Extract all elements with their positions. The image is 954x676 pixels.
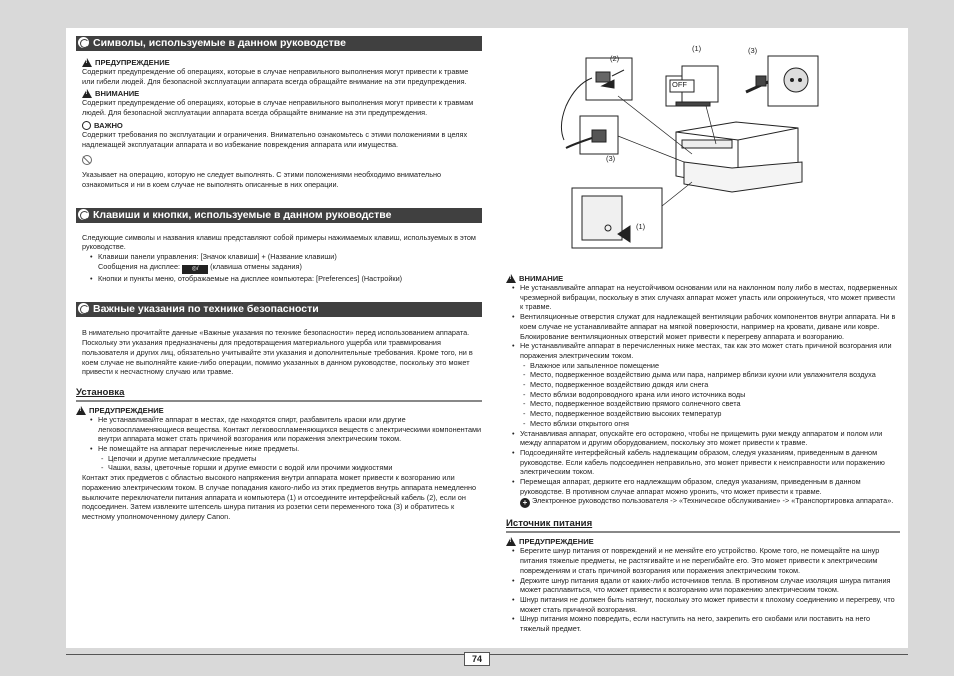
- install-note: Контакт этих предметов с областью высокого напряжения внутри аппарата может привести к возгоранию или поражению электрическим током. В случае попадания какого-либо из этих предметов внутрь аппарата немедленно выключите переключатели питания аппарата и компьютера (1) и отсоедините интерфейсный кабель (2), если он подсоединен. Затем извлеките штепсель шнура питания из розетки сети переменного тока (3) и обратитесь к местному уполномоченному дилеру Canon.: [82, 473, 477, 521]
- right-column: [506, 36, 900, 634]
- prohibited-icon: [82, 155, 92, 165]
- section-bullet-icon: [78, 303, 89, 314]
- list-item: • Подсоединяйте интерфейсный кабель надлежащим образом, следуя указаниям, приведенным в данном руководстве. Если кабель подсоединен неправильно, это может привести к неисправности или поражению электрическим током.: [520, 448, 900, 477]
- section-title: Клавиши и кнопки, используемые в данном руководстве: [93, 208, 392, 221]
- install-warning-label: ! ПРЕДУПРЕЖДЕНИЕ: [76, 406, 482, 415]
- printer-disconnect-figure: [506, 36, 900, 268]
- prohibited-label: [76, 152, 482, 170]
- warning-description: Содержит предупреждение об операциях, которые в случае неправильного выполнения могут привести к травме или гибели людей. Для безопасной эксплуатации аппарата всегда обращайте внимание на эти предупреждения.: [82, 67, 469, 86]
- list-item: • Не устанавливайте аппарат на неустойчивом основании или на наклонном полу либо в местах, подверженных чрезмерной вибрации, поскольку в этих случаях аппарат может упасть или опрокинуться, что может привести к травме.: [520, 283, 900, 312]
- warning-label: ! ПРЕДУПРЕЖДЕНИЕ: [82, 58, 482, 67]
- section-bullet-icon: [78, 37, 89, 48]
- caution-icon: [506, 274, 516, 283]
- sub-list-item: - Чашки, вазы, цветочные горшки и другие емкости с водой или прочими жидкостями: [108, 463, 482, 473]
- power-warning-label: ! ПРЕДУПРЕЖДЕНИЕ: [506, 537, 900, 546]
- sub-list-item: - Место, подверженное воздействию дождя или снега: [530, 380, 900, 390]
- list-item: • Вентиляционные отверстия служат для надлежащей вентиляции рабочих компонентов внутри аппарата. Ни в коем случае не устанавливайте аппарат на мягкой поверхности, например на кровати, диване или ковре. Блокирование вентиляционных отверстий может привести к перегреву аппарата и возгоранию.: [520, 312, 900, 341]
- left-column: [76, 36, 482, 522]
- safety-paragraph-2: Поскольку эти указания предназначены для предотвращения материального ущерба или травмирования пользователя и других лиц, обязательно учитывайте эти указания и дополнительные требования. Кроме того, ни в коем случае не выполняйте какие-либо операции, помимо указанных в данном руководстве, поскольку это может привести к несчастному случаю или травме.: [82, 338, 473, 377]
- install-warning-list: [98, 415, 482, 473]
- list-item: • Устанавливая аппарат, опускайте его осторожно, чтобы не прищемить руки между аппаратом и полом или между аппаратом и другим оборудованием, поскольку это может привести к травме.: [520, 429, 900, 448]
- power-heading: Источник питания: [506, 518, 900, 533]
- important-label: ВАЖНО: [82, 121, 482, 130]
- sub-list: [108, 454, 482, 473]
- section-header-safety: [76, 302, 482, 317]
- list-item: • Не устанавливайте аппарат в перечисленных ниже местах, так как это может стать причиной возгорания или поражения электрическим током. - Влажное или запыленное помещение - Место, подверженное воздействию дыма или пара, например вблизи кухни или увлажнителя воздуха - Место, подверженное воздействию дождя или снега - Место вблизи водопроводного крана или иного источника воды - Место, подверженное воздействию прямого солнечного света - Место, подверженное воздействию высоких температур - Место вблизи открытого огня: [520, 341, 900, 428]
- reference-icon: +: [520, 498, 530, 508]
- sub-list-item: - Влажное или запыленное помещение: [530, 361, 900, 371]
- sub-list-item: - Место вблизи водопроводного крана или иного источника воды: [530, 390, 900, 400]
- warning-icon: [506, 537, 516, 546]
- caution-icon: [82, 89, 92, 98]
- sub-list-item: - Место, подверженное воздействию дыма или пара, например вблизи кухни или увлажнителя воздуха: [530, 370, 900, 380]
- list-item: • Шнур питания можно повредить, если наступить на него, закрепить его скобами или поставить на него тяжелый предмет.: [520, 614, 900, 633]
- warning-icon: [82, 58, 92, 67]
- keys-list: [98, 252, 482, 283]
- section-header-symbols: [76, 36, 482, 51]
- warning-icon: [76, 406, 86, 415]
- display-cancel-icon: ◎/: [182, 265, 208, 274]
- power-warning-list: [520, 546, 900, 633]
- list-item: • Не устанавливайте аппарат в местах, где находятся спирт, разбавитель краски или другие легковоспламеняющиеся вещества. Контакт легковоспламеняющихся веществ с электрическими компонентами внутри аппарата может стать причиной возгорания или поражения электрическим током.: [98, 415, 482, 444]
- manual-reference: Электронное руководство пользователя -> «Техническое обслуживание» -> «Транспортировка аппарата».: [532, 496, 894, 506]
- list-item: • Не помещайте на аппарат перечисленные ниже предметы. - Цепочки и другие металлические предметы - Чашки, вазы, цветочные горшки и другие емкости с водой или прочими жидкостями: [98, 444, 482, 473]
- list-item: • Берегите шнур питания от повреждений и не меняйте его устройство. Кроме того, не помещайте на шнур питания тяжелые предметы, не растягивайте и не перегибайте его. Это может привести к электрическим повреждениям и стать причиной возгорания или поражения электрическим током.: [520, 546, 900, 575]
- sub-list-item: - Место, подверженное воздействию прямого солнечного света: [530, 399, 900, 409]
- callout-label: (3): [606, 154, 616, 163]
- list-item: • Шнур питания не должен быть натянут, поскольку это может привести к плохому соединению и перегреву, что может стать причиной возгорания.: [520, 595, 900, 614]
- prohibited-description: Указывает на операцию, которую не следует выполнять. С этими положениями необходимо внимательно ознакомиться и ни в коем случае не выполнять описанные в них операции.: [82, 170, 442, 189]
- caution-label: ! ВНИМАНИЕ: [506, 274, 900, 283]
- callout-label: (1): [692, 44, 702, 53]
- sub-list: [530, 361, 900, 429]
- list-item: • Кнопки и пункты меню, отображаемые на дисплее компьютера: [Preferences] (Настройки): [98, 274, 482, 284]
- list-item: • Держите шнур питания вдали от каких-либо источников тепла. В противном случае изоляция шнура питания может расплавиться, что может привести к возгоранию или поражению электрическим током.: [520, 576, 900, 595]
- off-switch-label: OFF: [672, 80, 687, 89]
- sub-list-item: - Место вблизи открытого огня: [530, 419, 900, 429]
- section-title: Важные указания по технике безопасности: [93, 303, 319, 316]
- callout-label: (3): [748, 46, 758, 55]
- page-number: 74: [464, 652, 490, 666]
- important-icon: [82, 121, 91, 130]
- caution-label: ! ВНИМАНИЕ: [82, 89, 482, 98]
- section-bullet-icon: [78, 209, 89, 220]
- important-description: Содержит требования по эксплуатации и ограничения. Внимательно ознакомьтесь с этими положениями в целях надлежащей эксплуатации аппарата и во избежание повреждения аппарата или имущества.: [82, 129, 468, 149]
- sub-list-item: - Цепочки и другие металлические предметы: [108, 454, 482, 464]
- caution-list: [520, 283, 900, 508]
- callout-label: (1): [636, 222, 646, 231]
- list-item: • Клавиши панели управления: [Значок клавиши] + (Название клавиши) Сообщения на дисплее: ◎/ (клавиша отмены задания): [98, 252, 482, 274]
- keys-intro: Следующие символы и названия клавиш представляют собой примеры нажимаемых клавиш, используемых в этом руководстве.: [82, 232, 476, 252]
- safety-paragraph-1: В нимательно прочитайте данные «Важные указания по технике безопасности» перед использованием аппарата.: [82, 328, 470, 338]
- callout-label: (2): [610, 54, 620, 63]
- section-header-keys: [76, 208, 482, 223]
- sub-list-item: - Место, подверженное воздействию высоких температур: [530, 409, 900, 419]
- install-heading: Установка: [76, 387, 482, 402]
- caution-description: Содержит предупреждение об операциях, которые в случае неправильного выполнения могут привести к травмам людей. Для безопасной эксплуатации аппарата всегда обращайте внимание на эти предупреждения.: [82, 98, 474, 118]
- list-item: • Перемещая аппарат, держите его надлежащим образом, следуя указаниям, приведенным в данном руководстве. В противном случае аппарат можно уронить, что может привести к травме. + Электронное руководство пользователя -> «Техническое обслуживание» -> «Транспортировка аппарата».: [520, 477, 900, 508]
- printer-disconnect-illustration: [506, 36, 900, 268]
- manual-page: [66, 28, 908, 664]
- section-title: Символы, используемые в данном руководстве: [93, 37, 346, 49]
